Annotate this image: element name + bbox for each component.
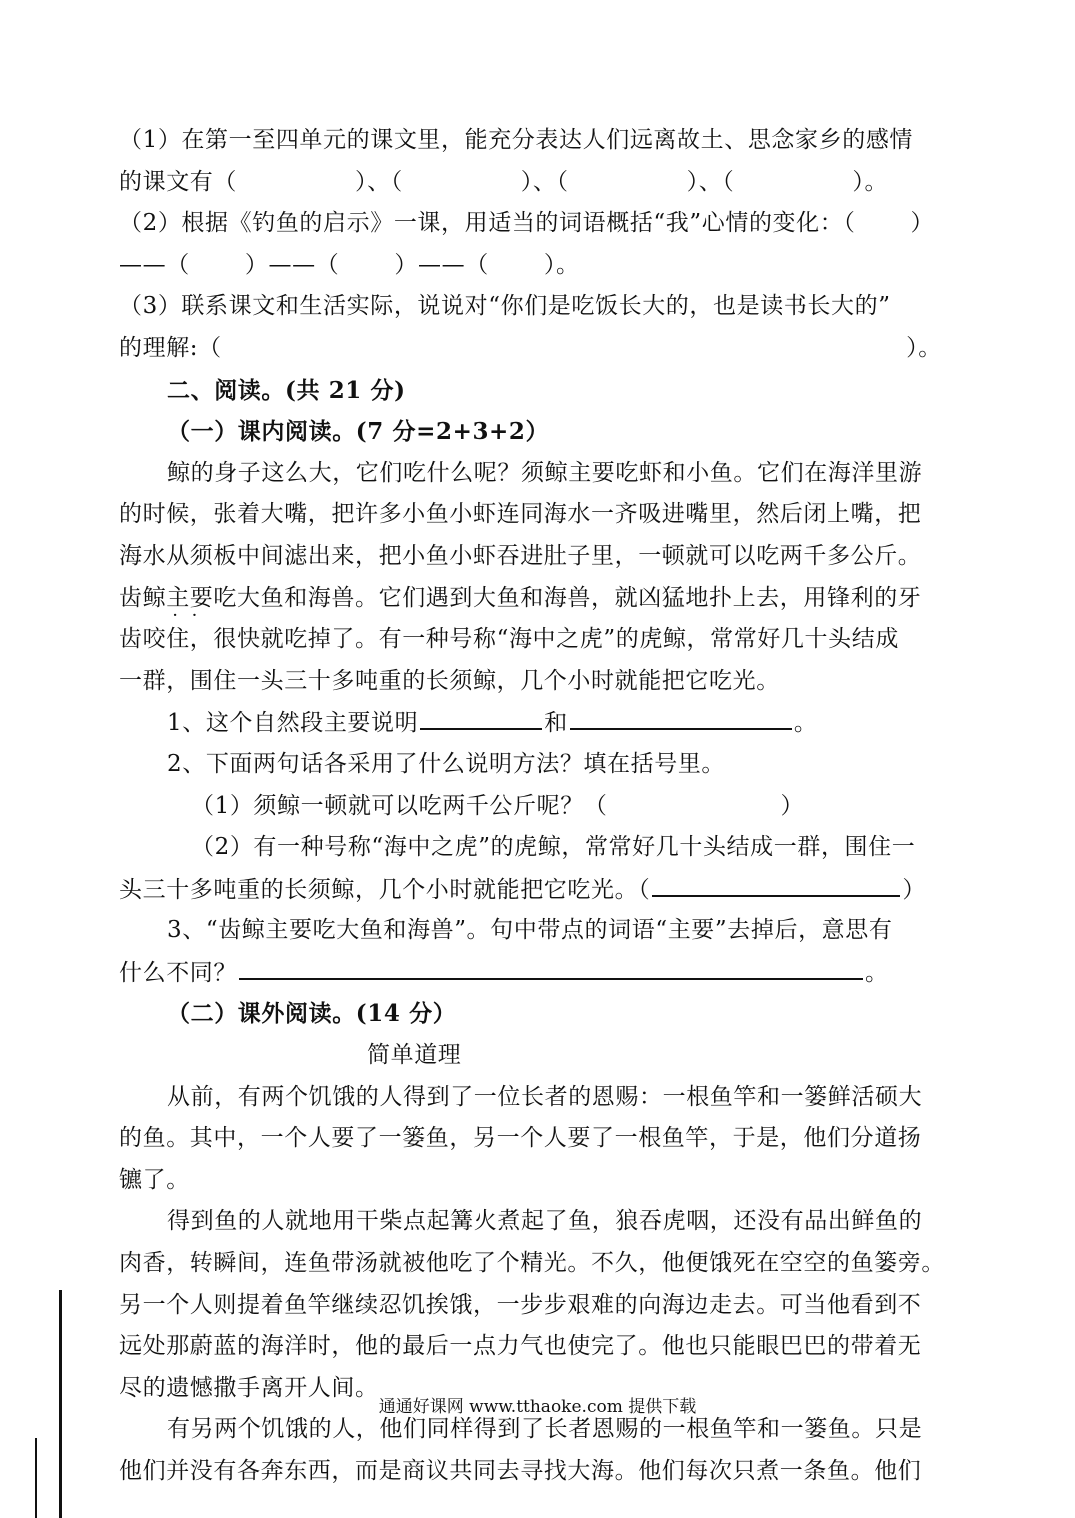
passage-1-line-4 [119, 578, 959, 620]
question-text: 1、这个自然段主要说明 [167, 710, 419, 737]
question-text: 。 [865, 959, 889, 986]
question-text: 头三十多吨重的长须鲸，几个小时就能把它吃光。（ [119, 876, 651, 903]
passage-1-line-6: 一群，围住一头三十多吨重的长须鲸，几个小时就能把它吃光。 [119, 667, 780, 694]
reading-question-3-line-2 [119, 952, 959, 994]
story-line: 从前，有两个饥饿的人得到了一位长者的恩赐：一根鱼竿和一篓鲜活硕大 [167, 1083, 923, 1110]
question-2-line-1: （2）根据《钓鱼的启示》一课，用适当的词语概括“我”心情的变化：（ ） [119, 210, 935, 237]
story-line: 另一个人则提着鱼竿继续忍饥挨饿，一步步艰难的向海边走去。可当他看到不 [119, 1291, 922, 1318]
passage-1-line-2: 的时候，张着大嘴，把许多小鱼小虾连同海水一齐吸进嘴里，然后闭上嘴，把 [119, 501, 922, 528]
question-1-line-2: 的课文有（ ）、（ ）、（ ）、（ ）。 [119, 168, 889, 195]
subsection-1-heading: （一）课内阅读。(7 分=2+3+2） [167, 418, 550, 446]
answer-blank[interactable] [239, 952, 863, 980]
reading-question-2: 2、下面两句话各采用了什么说明方法？填在括号里。 [167, 750, 726, 777]
story-line: 他们并没有各奔东西，而是商议共同去寻找大海。他们每次只煮一条鱼。他们 [119, 1458, 922, 1484]
subsection-2-heading: （二）课外阅读。(14 分） [167, 1000, 457, 1028]
question-3-line-2: 的理解:（ ）。 [119, 334, 942, 361]
answer-blank[interactable] [420, 702, 542, 730]
passage-1-line-5: 齿咬住，很快就吃掉了。有一种号称“海中之虎”的虎鲸，常常好几十头结成 [119, 626, 899, 653]
story-line: 得到鱼的人就地用干柴点起篝火煮起了鱼，狼吞虎咽，还没有品出鲜鱼的 [167, 1208, 923, 1235]
margin-bar [59, 1290, 62, 1518]
document-body [119, 120, 959, 1493]
answer-blank[interactable] [652, 869, 900, 897]
story-line: 镳了。 [119, 1166, 190, 1193]
question-text: 和 [544, 710, 568, 737]
story-line: 尽的遗憾撒手离开人间。 [119, 1374, 379, 1401]
reading-question-3-line-1: 3、“齿鲸主要吃大鱼和海兽”。句中带点的词语“主要”去掉后，意思有 [167, 917, 893, 944]
reading-question-2-item-2-line-2 [119, 869, 959, 911]
story-title: 简单道理 [367, 1042, 462, 1069]
page-footer: 通通好课网 www.tthaoke.com 提供下载 [378, 1397, 697, 1417]
story-line: 有另两个饥饿的人，他们同样得到了长者恩赐的一根鱼竿和一篓鱼。只是 [167, 1416, 923, 1443]
passage-1-line-1: 鲸的身子这么大，它们吃什么呢？须鲸主要吃虾和小鱼。它们在海洋里游 [167, 459, 923, 486]
margin-bar [35, 1438, 37, 1518]
section-2-heading: 二、阅读。(共 21 分) [167, 376, 406, 404]
reading-question-2-item-2-line-1: （2）有一种号称“海中之虎”的虎鲸，常常好几十头结成一群，围住一 [191, 834, 916, 861]
story-line: 肉香，转瞬间，连鱼带汤就被他吃了个精光。不久，他便饿死在空空的鱼篓旁。 [119, 1250, 945, 1277]
question-2-line-2: ——（ ）——（ ）——（ ）。 [119, 251, 580, 278]
question-text: 什么不同？ [119, 959, 237, 986]
passage-text: 吃大鱼和海兽。它们遇到大鱼和海兽，就凶猛地扑上去，用锋利的牙 [213, 584, 922, 611]
reading-question-1 [119, 702, 959, 744]
dotted-word: 主要 · · [166, 585, 213, 611]
passage-1-line-3: 海水从须板中间滤出来，把小鱼小虾吞进肚子里，一顿就可以吃两千多公斤。 [119, 542, 922, 569]
question-1-line-1: （1）在第一至四单元的课文里，能充分表达人们远离故土、思念家乡的感情 [119, 127, 914, 153]
question-text: ） [902, 876, 926, 903]
reading-question-2-item-1: （1）须鲸一顿就可以吃两千公斤呢？（ ） [191, 792, 805, 819]
story-line: 的鱼。其中，一个人要了一篓鱼，另一个人要了一根鱼竿，于是，他们分道扬 [119, 1125, 922, 1152]
story-line: 远处那蔚蓝的海洋时，他的最后一点力气也使完了。他也只能眼巴巴的带着无 [119, 1333, 922, 1360]
passage-text: 齿鲸 [119, 584, 167, 611]
question-3-line-1: （3）联系课文和生活实际，说说对“你们是吃饭长大的，也是读书长大的” [119, 293, 891, 320]
answer-blank[interactable] [570, 702, 792, 730]
question-text: 。 [793, 710, 818, 737]
